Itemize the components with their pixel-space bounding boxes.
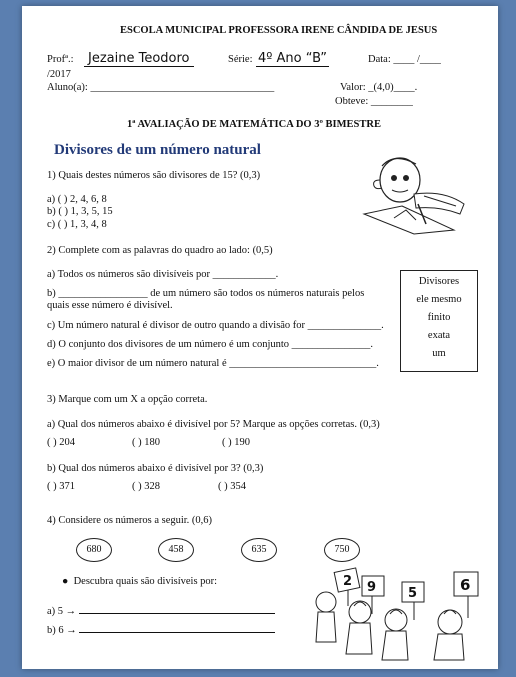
student-field: Aluno(a): ___________________________________ — [47, 82, 275, 93]
year-text: /2017 — [47, 69, 71, 80]
q2-item-e[interactable]: e) O maior divisor de um número natural é ____________________________. — [47, 358, 379, 369]
q4-bullet-text: Descubra quais são divisíveis por: — [73, 576, 218, 587]
q2-item-d[interactable]: d) O conjunto dos divisores de um número é um conjunto _______________. — [47, 339, 374, 350]
sign-number: 6 — [460, 576, 471, 594]
q4-b-label: b) 6 → — [47, 625, 77, 636]
word-box-item: Divisores — [418, 276, 460, 287]
q4-b-line[interactable] — [47, 621, 275, 636]
kids-with-signs-illustration — [304, 562, 484, 662]
serie-label: Série: — [228, 54, 253, 65]
word-box — [400, 270, 478, 372]
exam-page — [22, 6, 498, 669]
value-field: Valor: _(4,0)____. — [340, 82, 418, 93]
q4-bullet — [62, 576, 217, 587]
q3a-option[interactable]: ( ) 204 — [47, 437, 75, 448]
number-oval: 750 — [324, 538, 360, 562]
q4-a-answer-line[interactable] — [79, 602, 275, 614]
number-oval: 680 — [76, 538, 112, 562]
word-box-item: finito — [427, 312, 451, 323]
q1-option-b[interactable]: b) ( ) 1, 3, 5, 15 — [47, 206, 113, 217]
word-box-item: um — [432, 348, 446, 359]
boy-drawing-illustration — [354, 144, 474, 236]
q3b-option[interactable]: ( ) 354 — [218, 481, 246, 492]
date-field: Data: ____ /____ — [368, 54, 441, 65]
q3a-question: a) Qual dos números abaixo é divisível por 5? Marque as opções corretas. (0,3) — [47, 419, 380, 430]
prof-label: Profª.: — [47, 54, 74, 65]
q2-question: 2) Complete com as palavras do quadro ao lado: (0,5) — [47, 245, 273, 256]
q2-item-b-cont: quais esse número é divisível. — [47, 300, 173, 311]
q2-item-a[interactable]: a) Todos os números são divisíveis por ____________. — [47, 269, 279, 280]
number-oval: 458 — [158, 538, 194, 562]
q4-a-label: a) 5 → — [47, 606, 77, 617]
sign-number: 5 — [408, 586, 418, 601]
q4-question: 4) Considere os números a seguir. (0,6) — [47, 515, 213, 526]
q1-option-a[interactable]: a) ( ) 2, 4, 6, 8 — [47, 194, 107, 205]
bullet-icon: ● — [62, 576, 74, 587]
score-field: Obteve: ________ — [335, 96, 413, 107]
q2-item-b[interactable]: b) _________________ de um número são todos os números naturais pelos — [47, 288, 365, 299]
q3b-option[interactable]: ( ) 371 — [47, 481, 75, 492]
prof-name: Jezaine Teodoro — [84, 51, 194, 67]
exam-title: 1ª AVALIAÇÃO DE MATEMÁTICA DO 3º BIMESTRE — [127, 119, 381, 130]
q3-question: 3) Marque com um X a opção correta. — [47, 394, 208, 405]
section-title: Divisores de um número natural — [54, 142, 261, 158]
sign-number: 9 — [367, 580, 377, 595]
q3b-question: b) Qual dos números abaixo é divisível por 3? (0,3) — [47, 463, 264, 474]
number-oval: 635 — [241, 538, 277, 562]
school-name: ESCOLA MUNICIPAL PROFESSORA IRENE CÂNDIDA DE JESUS — [120, 25, 438, 36]
q3a-option[interactable]: ( ) 180 — [132, 437, 160, 448]
serie-value: 4º Ano “B” — [258, 51, 328, 66]
q4-b-answer-line[interactable] — [79, 621, 275, 633]
q3a-option[interactable]: ( ) 190 — [222, 437, 250, 448]
word-box-item: ele mesmo — [416, 294, 462, 305]
sign-number: 2 — [343, 574, 353, 589]
q1-question: 1) Quais destes números são divisores de 15? (0,3) — [47, 170, 261, 181]
q1-option-c[interactable]: c) ( ) 1, 3, 4, 8 — [47, 219, 107, 230]
word-box-item: exata — [427, 330, 451, 341]
q4-a-line[interactable] — [47, 602, 275, 617]
q3b-option[interactable]: ( ) 328 — [132, 481, 160, 492]
q2-item-c[interactable]: c) Um número natural é divisor de outro quando a divisão for ______________. — [47, 320, 384, 331]
